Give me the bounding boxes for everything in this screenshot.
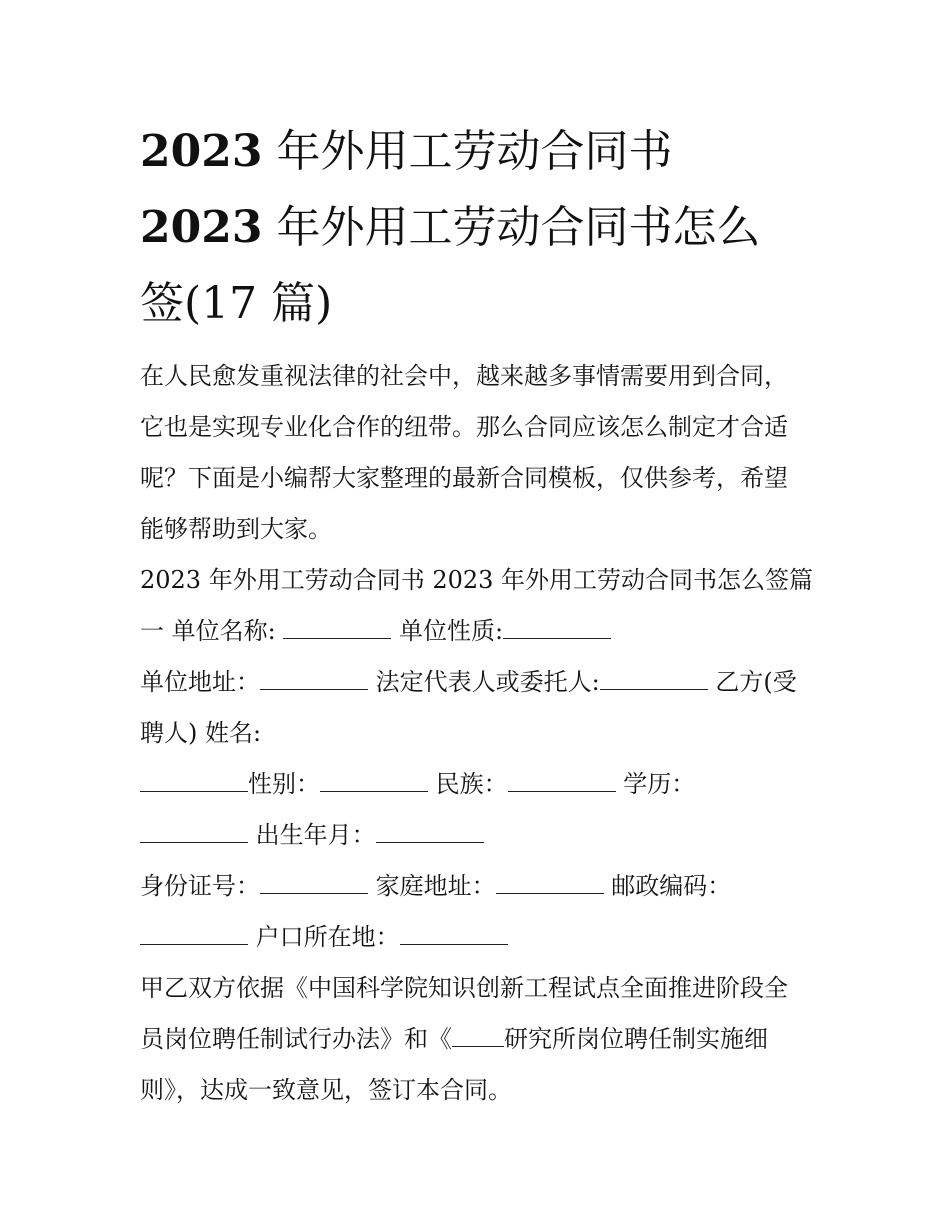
title-year: 2023 [140, 126, 263, 177]
title-line-1 [140, 114, 840, 190]
birth-row [140, 810, 820, 861]
id-number-blank [260, 871, 368, 894]
home-address-label: 家庭地址： [375, 872, 496, 900]
title-text: 年外用工劳动合同书 [276, 126, 673, 177]
gender-blank [320, 769, 428, 792]
party-b-label: 乙方(受 [715, 668, 797, 696]
subtitle-year: 2023 [140, 202, 263, 253]
subtitle-text-cont: 签(17 篇) [140, 278, 333, 329]
agreement-paragraph [140, 963, 820, 1116]
intro-line: 在人民愈发重视法律的社会中，越来越多事情需要用到合同， [140, 362, 788, 390]
unit-name-label: 一 单位名称: [140, 617, 276, 645]
intro-line: 呢？下面是小编帮大家整理的最新合同模板，仅供参考，希望 [140, 464, 788, 492]
unit-address-blank [260, 667, 368, 690]
agreement-suffix: 研究所岗位聘任制实施细 [504, 1025, 768, 1053]
unit-address-label: 单位地址： [140, 668, 260, 696]
agreement-line-2 [140, 1014, 820, 1065]
party-fields [140, 657, 820, 963]
postal-code-label: 邮政编码： [611, 872, 732, 900]
document-body [140, 351, 820, 1116]
document-title [140, 114, 840, 342]
unit-name-blank [283, 616, 391, 639]
personal-row [140, 759, 820, 810]
ethnicity-label: 民族： [435, 770, 508, 798]
household-label: 户口所在地： [255, 923, 400, 951]
id-row [140, 861, 820, 912]
institute-blank [452, 1024, 504, 1047]
party-b-name-label: 聘人) 姓名: [140, 719, 262, 747]
legal-rep-blank [600, 667, 708, 690]
name-blank [140, 769, 248, 792]
agreement-prefix: 员岗位聘任制试行办法》和《 [140, 1025, 452, 1053]
id-number-label: 身份证号： [140, 872, 260, 900]
title-line-3 [140, 266, 840, 342]
education-blank [140, 820, 248, 843]
legal-rep-label: 法定代表人或委托人: [375, 668, 600, 696]
subtitle-text: 年外用工劳动合同书怎么 [276, 202, 761, 253]
ethnicity-blank [508, 769, 616, 792]
unit-nature-label: 单位性质: [399, 617, 504, 645]
title-line-2 [140, 190, 840, 266]
section-heading [140, 555, 820, 657]
intro-paragraph [140, 351, 820, 555]
agreement-line: 则》，达成一致意见，签订本合同。 [140, 1076, 512, 1104]
home-address-blank [496, 871, 604, 894]
unit-info-row [140, 606, 820, 657]
household-blank [400, 922, 508, 945]
section-heading-line: 2023 年外用工劳动合同书 2023 年外用工劳动合同书怎么签篇 [140, 566, 814, 594]
intro-line: 它也是实现专业化合作的纽带。那么合同应该怎么制定才合适 [140, 413, 788, 441]
birth-blank [376, 820, 484, 843]
intro-line: 能够帮助到大家。 [140, 515, 332, 543]
unit-nature-blank [503, 616, 611, 639]
agreement-line: 甲乙双方依据《中国科学院知识创新工程试点全面推进阶段全 [140, 974, 788, 1002]
postal-code-blank [140, 922, 248, 945]
education-label: 学历： [623, 770, 696, 798]
gender-label: 性别： [248, 770, 320, 798]
birth-label: 出生年月： [255, 821, 376, 849]
address-row [140, 657, 820, 708]
household-row [140, 912, 820, 963]
